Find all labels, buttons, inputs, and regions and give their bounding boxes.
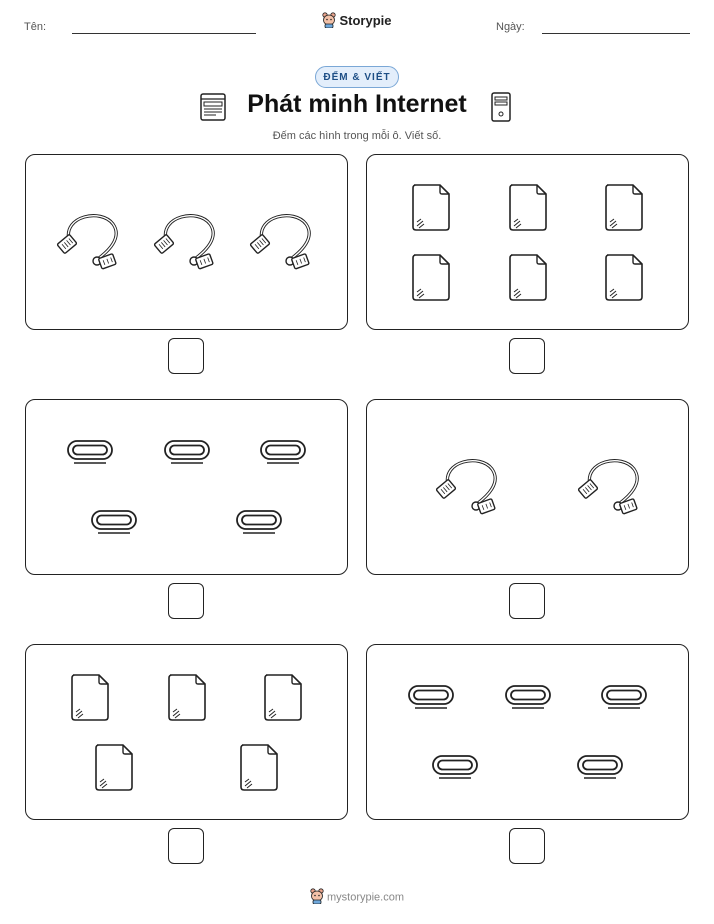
usb-c-port-icon [235, 509, 283, 535]
document-icon [410, 252, 452, 302]
instructions: Đếm các hình trong mỗi ô. Viết số. [272, 130, 442, 142]
ethernet-cable-icon [55, 210, 125, 274]
usb-c-port-icon [163, 439, 211, 465]
page-title: Phát minh Internet [247, 90, 467, 118]
ethernet-cable-icon [152, 210, 222, 274]
brand-name: Storypie [339, 12, 392, 28]
name-label: Tên: [24, 21, 47, 33]
usb-c-port-icon [504, 684, 552, 710]
usb-c-port-icon [90, 509, 138, 535]
usb-c-port-icon [407, 684, 455, 710]
document-icon [603, 252, 645, 302]
document-icon [507, 252, 549, 302]
usb-c-port-icon [259, 439, 307, 465]
document-icon [410, 182, 452, 232]
document-icon [93, 742, 135, 792]
document-icon [69, 672, 111, 722]
document-icon [166, 672, 208, 722]
ethernet-cable-icon [576, 455, 646, 519]
document-icon [603, 182, 645, 232]
document-icon [238, 742, 280, 792]
ethernet-cable-icon [434, 455, 504, 519]
usb-c-port-icon [431, 754, 479, 780]
ethernet-cable-icon [248, 210, 318, 274]
footer-url: mystorypie.com [326, 891, 405, 904]
bear-mascot-icon [310, 888, 324, 907]
usb-c-port-icon [576, 754, 624, 780]
usb-c-port-icon [600, 684, 648, 710]
document-icon [262, 672, 304, 722]
activity-badge: ĐẾM & VIẾT [315, 66, 399, 88]
date-label: Ngày: [496, 21, 525, 33]
footer [0, 888, 714, 907]
document-icon [507, 182, 549, 232]
usb-c-port-icon [66, 439, 114, 465]
